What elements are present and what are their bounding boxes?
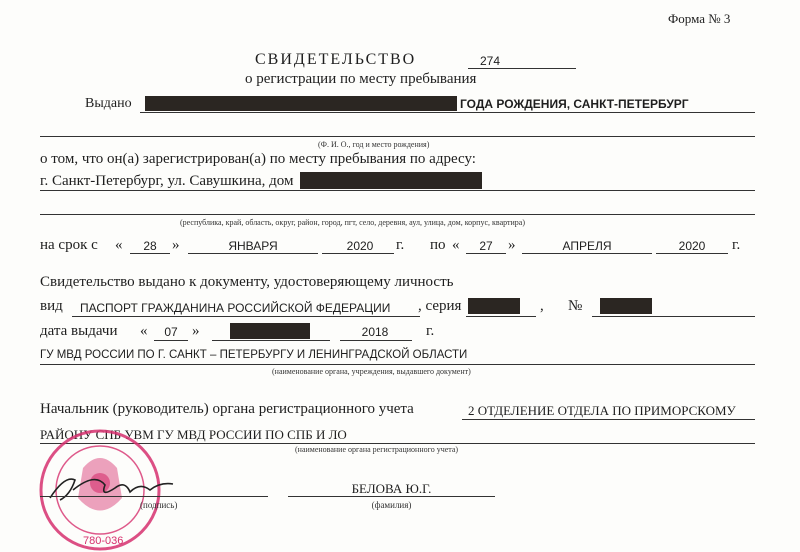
doc-type-label: вид: [40, 298, 63, 314]
redacted-number: [600, 298, 652, 314]
stamp-number: 780-036: [83, 535, 124, 547]
issued-to-label: Выдано: [85, 96, 132, 111]
document-subtitle: о регистрации по месту пребывания: [245, 71, 477, 87]
underline: [188, 253, 318, 254]
authority-caption: (наименование органа регистрационного учета): [295, 445, 459, 454]
signer-surname: БЕЛОВА Ю.Г.: [351, 481, 432, 496]
divider: [40, 364, 755, 365]
doc-type-value: ПАСПОРТ ГРАЖДАНИНА РОССИЙСКОЙ ФЕДЕРАЦИИ: [80, 301, 391, 315]
underline: [340, 340, 412, 341]
surname-line: [288, 496, 495, 497]
from-year: 2020: [346, 239, 374, 253]
issue-day: 07: [164, 325, 178, 339]
divider: [40, 136, 755, 137]
document-intro: Свидетельство выдано к документу, удостоверяющему личность: [40, 274, 454, 290]
divider: [40, 214, 755, 215]
quote: »: [172, 237, 180, 253]
underline: [462, 419, 755, 420]
certificate-number: 274: [480, 54, 501, 68]
authority-value-1: 2 ОТДЕЛЕНИЕ ОТДЕЛА ПО ПРИМОРСКОМУ: [468, 403, 736, 418]
quote: »: [192, 323, 200, 339]
surname-caption: (фамилия): [371, 500, 412, 510]
underline: [72, 316, 420, 317]
underline: [466, 316, 536, 317]
quote: »: [508, 237, 516, 253]
number-label: №: [568, 298, 583, 314]
year-suffix: г.: [396, 237, 405, 253]
series-label: , серия: [418, 298, 462, 314]
to-month: АПРЕЛЯ: [562, 239, 612, 253]
from-month: ЯНВАРЯ: [228, 239, 278, 253]
year-suffix: г.: [426, 323, 435, 339]
underline: [522, 253, 652, 254]
document-title: СВИДЕТЕЛЬСТВО: [255, 51, 417, 68]
redacted-issue-month: [230, 323, 310, 339]
underline: [154, 340, 188, 341]
underline: [592, 316, 755, 317]
divider: [140, 112, 755, 113]
address-value: г. Санкт-Петербург, ул. Савушкина, дом: [40, 173, 294, 189]
underline: [212, 340, 330, 341]
underline: [466, 253, 506, 254]
name-caption: (Ф. И. О., год и место рождения): [318, 140, 430, 149]
signature-caption: (подпись): [140, 500, 178, 510]
year-suffix: г.: [732, 237, 741, 253]
to-day: 27: [479, 239, 493, 253]
from-day: 28: [143, 239, 157, 253]
form-number: Форма № 3: [668, 11, 731, 26]
authority-label: Начальник (руководитель) органа регистрационного учета: [40, 401, 414, 417]
address-intro: о том, что он(а) зарегистрирован(а) по месту пребывания по адресу:: [40, 151, 476, 167]
authority-value-2: РАЙОНУ СПБ УВМ ГУ МВД РОССИИ ПО СПБ И ЛО: [40, 427, 347, 442]
birth-info: ГОДА РОЖДЕНИЯ, САНКТ-ПЕТЕРБУРГ: [460, 97, 689, 111]
to-year: 2020: [678, 239, 706, 253]
quote: «: [140, 323, 148, 339]
redacted-series: [468, 298, 520, 314]
address-caption: (республика, край, область, округ, район, город, пгт, село, деревня, аул, улица, дом, корпус, квартира): [180, 218, 526, 227]
redacted-address: [300, 172, 482, 189]
issue-year: 2018: [361, 325, 389, 339]
divider: [40, 190, 755, 191]
quote: «: [452, 237, 460, 253]
underline: [322, 253, 394, 254]
redacted-name: [145, 96, 457, 111]
underline: [130, 253, 170, 254]
comma: ,: [540, 298, 544, 314]
issuer-caption: (наименование органа, учреждения, выдавшего документ): [272, 367, 471, 376]
to-label: по: [430, 237, 446, 253]
underline: [656, 253, 728, 254]
number-underline: [468, 68, 576, 69]
signature-line: [40, 496, 268, 497]
issuing-authority: ГУ МВД РОССИИ ПО Г. САНКТ – ПЕТЕРБУРГУ И ЛЕНИНГРАДСКОЙ ОБЛАСТИ: [40, 349, 468, 361]
issue-date-label: дата выдачи: [40, 323, 118, 339]
period-label: на срок с: [40, 237, 98, 253]
quote: «: [115, 237, 123, 253]
